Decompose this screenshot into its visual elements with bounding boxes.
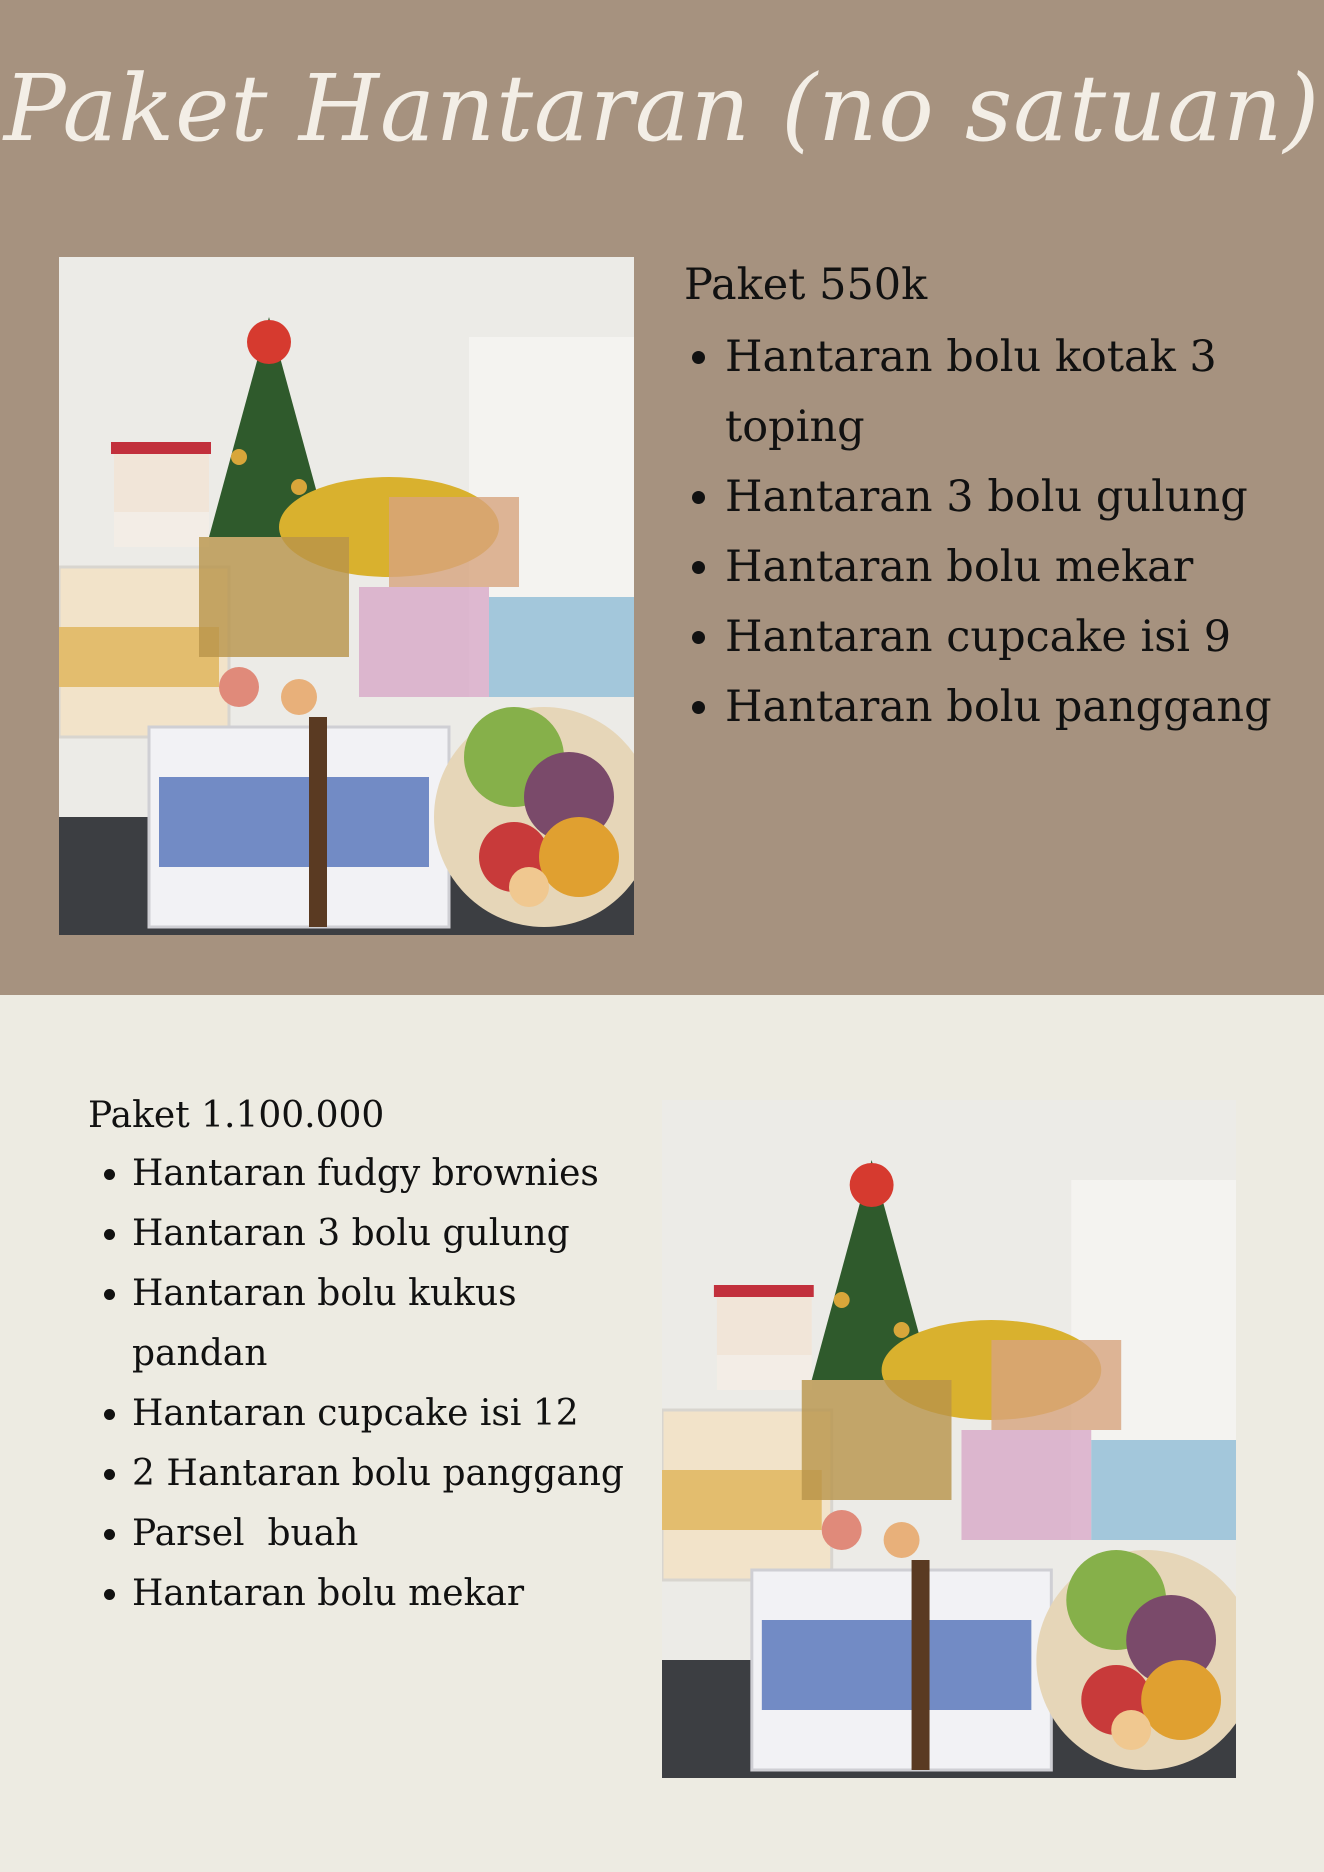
list-item: • Hantaran 3 bolu gulung bbox=[132, 1204, 648, 1264]
list-item: • Hantaran bolu mekar bbox=[132, 1564, 648, 1624]
package-550k-title: Paket 550k bbox=[684, 260, 928, 310]
package-1100000-title: Paket 1.100.000 bbox=[88, 1095, 385, 1136]
package-1100000 bbox=[88, 1093, 648, 1624]
list-item: • Hantaran bolu kotak 3 toping bbox=[725, 322, 1294, 462]
list-item: • 2 Hantaran bolu panggang bbox=[132, 1444, 648, 1504]
page-title: Paket Hantaran (no satuan) bbox=[3, 55, 1321, 162]
hamper-photo-2 bbox=[662, 1100, 1236, 1778]
list-item: • Hantaran cupcake isi 12 bbox=[132, 1384, 648, 1444]
list-item: • Hantaran bolu mekar bbox=[725, 532, 1294, 602]
list-item: • Hantaran bolu kukus pandan bbox=[132, 1264, 648, 1384]
list-item: • Hantaran cupcake isi 9 bbox=[725, 602, 1294, 672]
list-item: • Hantaran fudgy brownies bbox=[132, 1144, 648, 1204]
package-1100000-list bbox=[88, 1144, 648, 1624]
list-item: • Parsel buah bbox=[132, 1504, 648, 1564]
package-550k bbox=[684, 258, 1294, 742]
list-item: • Hantaran 3 bolu gulung bbox=[725, 462, 1294, 532]
list-item: • Hantaran bolu panggang bbox=[725, 672, 1294, 742]
package-550k-list bbox=[684, 322, 1294, 742]
hamper-photo-1 bbox=[59, 257, 634, 935]
